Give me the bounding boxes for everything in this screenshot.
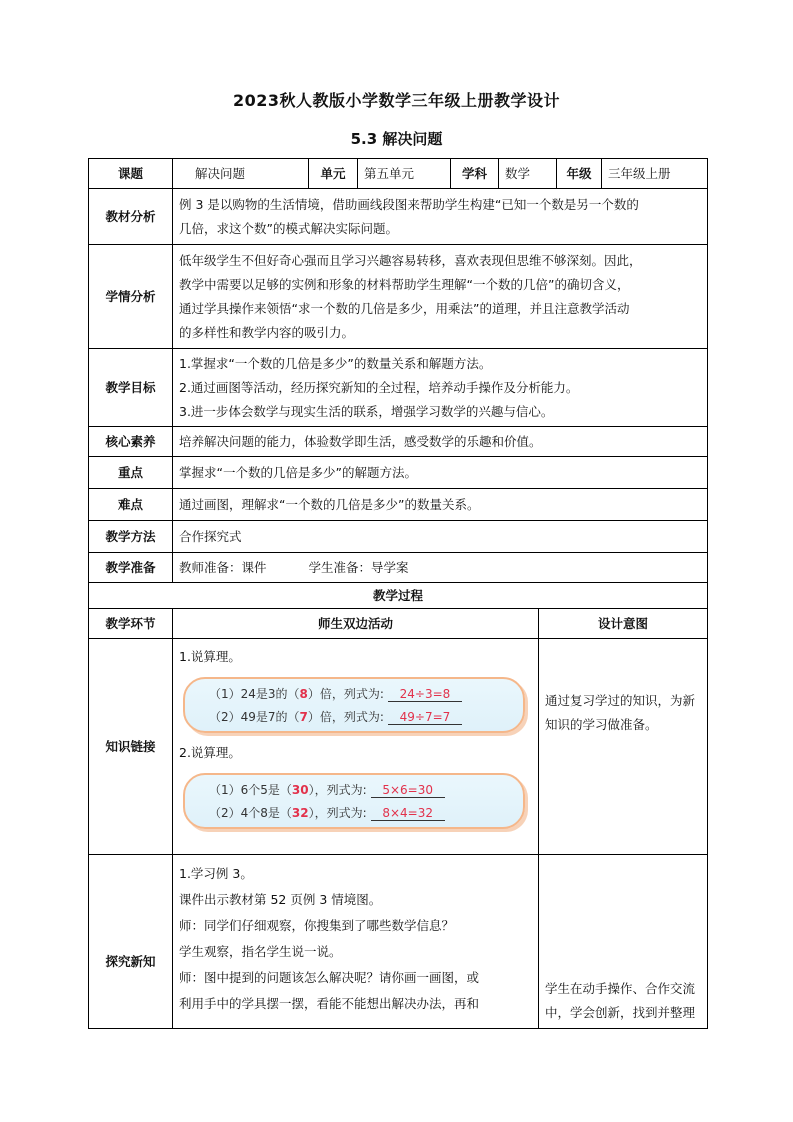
difficult-content: 通过画图，理解求“一个数的几倍是多少”的数量关系。 — [173, 489, 708, 521]
explore-line: 1.学习例 3。 — [179, 866, 253, 881]
exercise-text: ）倍，列式为: — [307, 687, 384, 701]
intent-line: 知识的学习做准备。 — [545, 717, 658, 732]
process-title-row — [89, 583, 708, 609]
explore-line: 师：同学们仔细观察，你搜集到了哪些数学信息？ — [179, 918, 455, 933]
lesson-plan-table — [88, 158, 708, 1029]
exercise-answer: 7 — [299, 710, 308, 724]
grade-value: 三年级上册 — [602, 159, 708, 189]
exercise-answer: 32 — [291, 806, 309, 820]
exercise-text: （2）49是7的（ — [209, 710, 300, 724]
key-row — [89, 457, 708, 489]
material-label: 教材分析 — [89, 189, 173, 245]
method-row — [89, 521, 708, 553]
literacy-row — [89, 427, 708, 457]
intent-column-header: 设计意图 — [539, 609, 708, 639]
intent-line: 学生在动手操作、合作交流 — [545, 981, 696, 996]
goal-item: 3.进一步体会数学与现实生活的联系，增强学习数学的兴趣与信心。 — [179, 403, 554, 419]
exercise-text: ），列式为: — [308, 783, 367, 797]
exercise-expression: 5×6=30 — [371, 783, 445, 798]
exercise-text: （2）4个8是（ — [209, 806, 292, 820]
activity-column-header: 师生双边活动 — [173, 609, 539, 639]
explore-row — [89, 855, 708, 1029]
division-exercise-box — [183, 677, 525, 733]
students-line: 教学中需要以足够的实例和形象的材料帮助学生理解“一个数的几倍”的确切含义， — [179, 276, 630, 292]
key-label: 重点 — [89, 457, 173, 489]
goal-item: 1.掌握求“一个数的几倍是多少”的数量关系和解题方法。 — [179, 355, 492, 371]
link-item-title: 1.说算理。 — [179, 649, 241, 664]
explore-activity — [173, 855, 539, 1029]
unit-label: 单元 — [309, 159, 358, 189]
exercise-expression: 24÷3=8 — [388, 687, 462, 702]
explore-line: 师：图中提到的问题该怎么解决呢？请你画一画图，或 — [179, 970, 480, 985]
method-content: 合作探究式 — [173, 521, 708, 553]
exercise-text: （1）6个5是（ — [209, 783, 292, 797]
students-row — [89, 245, 708, 349]
stage-column-header: 教学环节 — [89, 609, 173, 639]
material-line: 例 3 是以购物的生活情境，借助画线段图来帮助学生构建“已知一个数是另一个数的 — [179, 196, 639, 212]
method-label: 教学方法 — [89, 521, 173, 553]
goal-item: 2.通过画图等活动，经历探究新知的全过程，培养动手操作及分析能力。 — [179, 379, 579, 395]
explore-intent — [539, 855, 708, 1029]
material-row — [89, 189, 708, 245]
students-content — [173, 245, 708, 349]
knowledge-link-label: 知识链接 — [89, 639, 173, 855]
prep-label: 教学准备 — [89, 553, 173, 583]
topic-value: 解决问题 — [173, 159, 309, 189]
exercise-line — [209, 686, 462, 702]
students-label: 学情分析 — [89, 245, 173, 349]
key-content: 掌握求“一个数的几倍是多少”的解题方法。 — [173, 457, 708, 489]
grade-label: 年级 — [557, 159, 602, 189]
exercise-text: （1）24是3的（ — [209, 687, 300, 701]
intent-line: 通过复习学过的知识，为新 — [545, 693, 696, 708]
material-content — [173, 189, 708, 245]
prep-row — [89, 553, 708, 583]
teacher-prep: 教师准备：课件 — [179, 559, 267, 575]
goals-row — [89, 349, 708, 427]
knowledge-link-activity — [173, 639, 539, 855]
explore-line: 学生观察，指名学生说一说。 — [179, 944, 342, 959]
exercise-answer: 8 — [299, 687, 308, 701]
students-line: 的多样性和教学内容的吸引力。 — [179, 324, 355, 340]
exercise-expression: 8×4=32 — [371, 806, 445, 821]
header-row — [89, 159, 708, 189]
link-item-title: 2.说算理。 — [179, 745, 241, 760]
topic-label: 课题 — [89, 159, 173, 189]
process-title: 教学过程 — [89, 583, 708, 609]
goals-content — [173, 349, 708, 427]
exercise-text: ），列式为: — [308, 806, 367, 820]
literacy-label: 核心素养 — [89, 427, 173, 457]
knowledge-link-intent — [539, 639, 708, 855]
knowledge-link-row — [89, 639, 708, 855]
difficult-row — [89, 489, 708, 521]
exercise-line — [209, 709, 462, 725]
multiplication-exercise-box — [183, 773, 525, 829]
document-subtitle: 5.3 解决问题 — [350, 130, 443, 148]
exercise-answer: 30 — [291, 783, 309, 797]
literacy-content: 培养解决问题的能力，体验数学即生活，感受数学的乐趣和价值。 — [173, 427, 708, 457]
students-line: 低年级学生不但好奇心强而且学习兴趣容易转移，喜欢表现但思维不够深刻。因此， — [179, 252, 642, 268]
subject-label: 学科 — [451, 159, 499, 189]
exercise-line — [209, 805, 445, 821]
goals-label: 教学目标 — [89, 349, 173, 427]
difficult-label: 难点 — [89, 489, 173, 521]
process-header-row — [89, 609, 708, 639]
student-prep: 学生准备：导学案 — [308, 559, 409, 575]
exercise-text: ）倍，列式为: — [307, 710, 384, 724]
prep-content — [173, 553, 708, 583]
unit-value: 第五单元 — [358, 159, 451, 189]
students-line: 通过学具操作来领悟“求一个数的几倍是多少，用乘法”的道理，并且注意教学活动 — [179, 300, 630, 316]
subject-value: 数学 — [499, 159, 557, 189]
exercise-expression: 49÷7=7 — [388, 710, 462, 725]
explore-label: 探究新知 — [89, 855, 173, 1029]
explore-line: 课件出示教材第 52 页例 3 情境图。 — [179, 892, 382, 907]
explore-line: 利用手中的学具摆一摆，看能不能想出解决办法，再和 — [179, 996, 480, 1011]
material-line: 几倍，求这个数”的模式解决实际问题。 — [179, 220, 398, 236]
document-title: 2023秋人教版小学数学三年级上册教学设计 — [232, 91, 561, 110]
exercise-line — [209, 782, 445, 798]
intent-line: 中，学会创新，找到并整理 — [545, 1005, 696, 1020]
